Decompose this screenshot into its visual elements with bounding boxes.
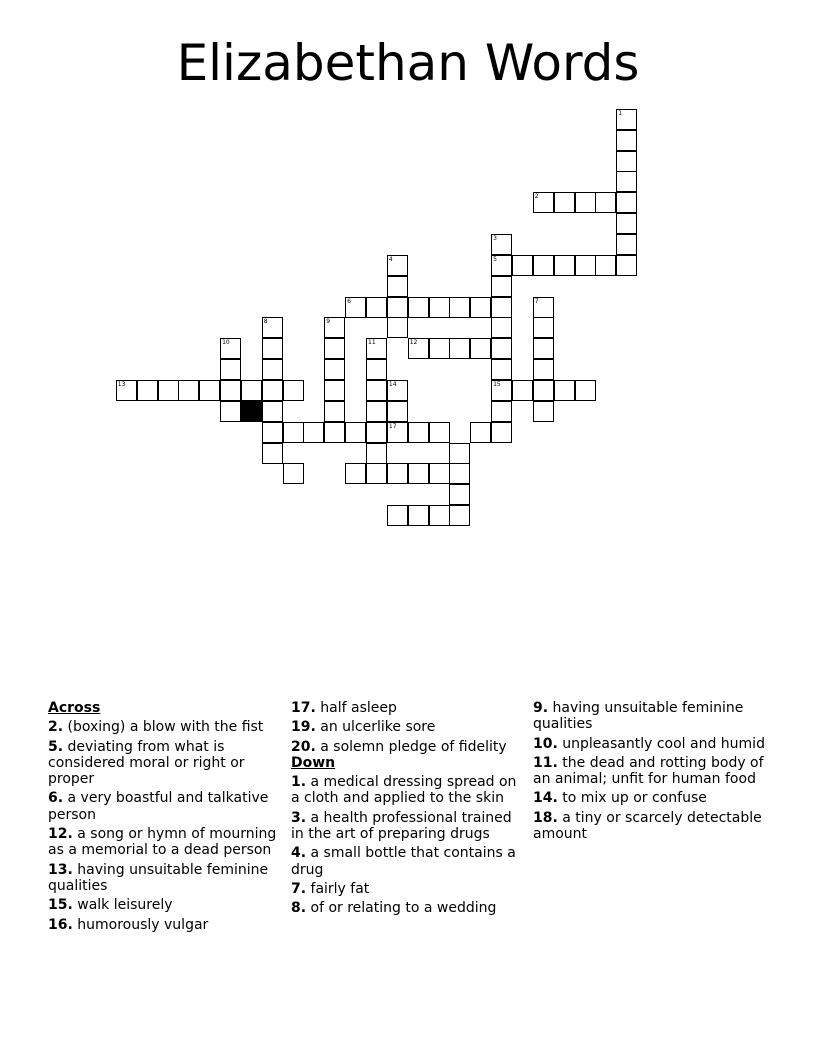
clue-text: a medical dressing spread on a cloth and applied to the skin — [291, 774, 517, 807]
clue-number-label: 12. — [48, 826, 73, 843]
grid-cell[interactable] — [470, 422, 491, 443]
grid-cell[interactable] — [262, 380, 283, 401]
grid-cell[interactable] — [533, 401, 554, 422]
grid-cell[interactable] — [616, 234, 637, 255]
grid-cell[interactable] — [616, 192, 637, 213]
grid-cell[interactable] — [366, 463, 387, 484]
clue-text: humorously vulgar — [72, 916, 209, 933]
clue-text: a health professional trained in the art of preparing drugs — [291, 809, 512, 843]
grid-cell[interactable] — [387, 401, 408, 422]
grid-cell[interactable] — [575, 380, 596, 401]
grid-cell[interactable] — [429, 463, 450, 484]
clue-text: having unsuitable feminine qualities — [533, 700, 744, 733]
grid-cell[interactable] — [595, 192, 616, 213]
clue-text: of or relating to a wedding — [306, 900, 497, 917]
clue-text: to mix up or confuse — [557, 790, 707, 807]
grid-cell[interactable] — [387, 297, 408, 318]
grid-cell[interactable] — [283, 380, 304, 401]
clue-number: 3 — [493, 235, 497, 242]
clue-number-label: 17. — [291, 700, 316, 716]
grid-cell[interactable] — [449, 297, 470, 318]
grid-cell[interactable] — [512, 255, 533, 276]
clue-number-label: 2. — [48, 719, 64, 736]
grid-cell[interactable] — [429, 505, 450, 526]
clue-number-label: 9. — [533, 700, 549, 716]
grid-cell[interactable] — [199, 380, 220, 401]
clue-number-label: 15. — [48, 897, 73, 914]
grid-cell[interactable] — [262, 359, 283, 380]
black-cell — [241, 401, 262, 422]
clue-number-label: 4. — [291, 845, 307, 862]
clue-item — [291, 719, 523, 735]
grid-cell[interactable] — [554, 380, 575, 401]
clue-number: 17 — [388, 422, 397, 430]
clue-number: 11 — [368, 339, 376, 347]
clue-item — [291, 881, 523, 897]
grid-cell[interactable] — [491, 380, 512, 401]
grid-cell[interactable] — [491, 234, 512, 255]
clue-number-label: 14. — [533, 790, 558, 807]
grid-cell[interactable] — [345, 463, 366, 484]
grid-cell[interactable] — [491, 359, 512, 380]
clue-item — [48, 719, 280, 735]
clue-item — [533, 810, 765, 843]
clue-column-2 — [291, 700, 523, 920]
clue-text: half asleep — [315, 700, 397, 716]
clue-item — [48, 917, 280, 933]
grid-cell[interactable] — [366, 338, 387, 359]
grid-cell[interactable] — [616, 255, 637, 276]
clue-text: deviating from what is considered moral or right or proper — [48, 738, 245, 788]
clue-text: a tiny or scarcely detectable amount — [533, 809, 762, 843]
grid-cell[interactable] — [387, 422, 408, 443]
grid-cell[interactable] — [408, 338, 429, 359]
clue-number: 12 — [409, 339, 418, 347]
clue-item — [48, 826, 280, 859]
clue-text: having unsuitable feminine qualities — [48, 861, 269, 894]
clue-number: 15 — [493, 380, 501, 388]
clue-text: unpleasantly cool and humid — [557, 735, 765, 752]
grid-cell[interactable] — [387, 317, 408, 338]
grid-cell[interactable] — [262, 422, 283, 443]
clue-number-label: 5. — [48, 738, 64, 755]
clue-text: a very boastful and talkative person — [48, 790, 269, 823]
grid-cell[interactable] — [408, 297, 429, 318]
grid-cell[interactable] — [533, 297, 554, 318]
puzzle-title: Elizabethan Words — [176, 34, 640, 92]
grid-cell[interactable] — [575, 255, 596, 276]
grid-cell[interactable] — [616, 151, 637, 172]
clue-text: a song or hymn of mourning as a memorial to a dead person — [48, 826, 277, 859]
grid-cell[interactable] — [220, 401, 241, 422]
grid-cell[interactable] — [387, 505, 408, 526]
grid-cell[interactable] — [449, 443, 470, 464]
grid-cell[interactable] — [387, 276, 408, 297]
clue-item — [291, 810, 523, 843]
grid-cell[interactable] — [449, 338, 470, 359]
clue-item — [48, 790, 280, 823]
clue-item — [533, 755, 765, 788]
grid-cell[interactable] — [324, 380, 345, 401]
grid-cell[interactable] — [491, 422, 512, 443]
clue-number: 13 — [117, 380, 126, 388]
grid-cell[interactable] — [533, 255, 554, 276]
grid-cell[interactable] — [429, 422, 450, 443]
clue-item — [533, 790, 765, 806]
clue-item — [291, 739, 523, 755]
grid-cell[interactable] — [137, 380, 158, 401]
clue-number: 14 — [388, 380, 397, 388]
clue-number: 6 — [347, 297, 351, 305]
clue-text: an ulcerlike sore — [315, 719, 436, 736]
grid-cell[interactable] — [554, 255, 575, 276]
grid-cell[interactable] — [491, 276, 512, 297]
clue-number: 10 — [222, 339, 230, 347]
clue-number: 9 — [326, 318, 331, 326]
clue-number-label: 8. — [291, 900, 307, 917]
grid-cell[interactable] — [262, 317, 283, 338]
clue-number-label: 13. — [48, 861, 73, 878]
grid-cell[interactable] — [366, 401, 387, 422]
grid-cell[interactable] — [366, 422, 387, 443]
grid-cell[interactable] — [616, 109, 637, 130]
grid-cell[interactable] — [324, 359, 345, 380]
clue-number-label: 20. — [291, 738, 316, 755]
clue-item — [533, 736, 765, 752]
grid-cell[interactable] — [470, 338, 491, 359]
grid-cell[interactable] — [408, 422, 429, 443]
grid-cell[interactable] — [387, 380, 408, 401]
grid-cell[interactable] — [616, 213, 637, 234]
grid-cell[interactable] — [262, 443, 283, 464]
clue-item — [291, 774, 523, 807]
grid-cell[interactable] — [366, 359, 387, 380]
clue-item — [48, 862, 280, 895]
grid-cell[interactable] — [324, 338, 345, 359]
clue-text: walk leisurely — [72, 897, 173, 914]
grid-cell[interactable] — [387, 463, 408, 484]
grid-cell[interactable] — [429, 338, 450, 359]
grid-cell[interactable] — [220, 338, 241, 359]
grid-cell[interactable] — [178, 380, 199, 401]
grid-cell[interactable] — [220, 359, 241, 380]
grid-cell[interactable] — [449, 505, 470, 526]
clue-column-3 — [533, 700, 765, 845]
clue-number: 5 — [493, 255, 497, 263]
clue-number-label: 11. — [533, 754, 558, 771]
grid-cell[interactable] — [616, 130, 637, 151]
grid-cell[interactable] — [220, 380, 241, 401]
grid-cell[interactable] — [345, 297, 366, 318]
grid-cell[interactable] — [491, 401, 512, 422]
clue-column-1 — [48, 700, 280, 936]
clue-text: the dead and rotting body of an animal; unfit for human food — [533, 754, 764, 788]
grid-cell[interactable] — [533, 359, 554, 380]
clue-number-label: 3. — [291, 809, 307, 826]
across-heading: Across — [48, 700, 101, 716]
down-heading: Down — [291, 754, 336, 771]
clue-item — [291, 900, 523, 916]
grid-cell[interactable] — [241, 380, 262, 401]
clue-text: (boxing) a blow with the fist — [63, 719, 264, 736]
grid-cell[interactable] — [345, 422, 366, 443]
grid-cell[interactable] — [491, 297, 512, 318]
clue-number-label: 1. — [291, 774, 307, 791]
clue-number-label: 7. — [291, 880, 307, 897]
clue-item — [48, 897, 280, 913]
clue-number: 4 — [388, 255, 393, 263]
grid-cell[interactable] — [491, 317, 512, 338]
grid-cell[interactable] — [262, 338, 283, 359]
clue-number: 8 — [263, 318, 268, 326]
clue-item — [48, 739, 280, 788]
grid-cell[interactable] — [429, 297, 450, 318]
grid-cell[interactable] — [116, 380, 137, 401]
grid-cell[interactable] — [595, 255, 616, 276]
grid-cell[interactable] — [470, 297, 491, 318]
clue-number: 7 — [534, 297, 539, 305]
clue-number-label: 10. — [533, 735, 558, 752]
grid-cell[interactable] — [512, 380, 533, 401]
grid-cell[interactable] — [324, 401, 345, 422]
clue-number-label: 19. — [291, 719, 316, 736]
grid-cell[interactable] — [324, 422, 345, 443]
grid-cell[interactable] — [533, 380, 554, 401]
clue-text: a small bottle that contains a drug — [291, 845, 516, 878]
grid-cell[interactable] — [554, 192, 575, 213]
grid-cell[interactable] — [491, 255, 512, 276]
clue-number: 2 — [534, 193, 539, 201]
clue-text: a solemn pledge of fidelity — [315, 738, 507, 755]
clue-number-label: 18. — [533, 809, 558, 826]
clue-number-label: 16. — [48, 916, 73, 933]
grid-cell[interactable] — [366, 380, 387, 401]
grid-cell[interactable] — [158, 380, 179, 401]
clue-text: fairly fat — [306, 880, 370, 897]
clue-item — [533, 700, 765, 733]
grid-cell[interactable] — [303, 422, 324, 443]
clue-item — [291, 700, 523, 716]
grid-cell[interactable] — [575, 192, 596, 213]
grid-cell[interactable] — [533, 192, 554, 213]
clue-number-label: 6. — [48, 790, 64, 807]
clue-item — [291, 845, 523, 878]
grid-cell[interactable] — [449, 463, 470, 484]
grid-cell[interactable] — [366, 297, 387, 318]
grid-cell[interactable] — [283, 463, 304, 484]
grid-cell[interactable] — [449, 484, 470, 505]
grid-cell[interactable] — [533, 317, 554, 338]
grid-cell[interactable] — [616, 171, 637, 192]
grid-cell[interactable] — [408, 463, 429, 484]
grid-cell[interactable] — [387, 255, 408, 276]
grid-cell[interactable] — [262, 401, 283, 422]
grid-cell[interactable] — [324, 317, 345, 338]
grid-cell[interactable] — [283, 422, 304, 443]
grid-cell[interactable] — [366, 443, 387, 464]
grid-cell[interactable] — [408, 505, 429, 526]
grid-cell[interactable] — [491, 338, 512, 359]
grid-cell[interactable] — [533, 338, 554, 359]
clue-number: 1 — [618, 109, 623, 117]
